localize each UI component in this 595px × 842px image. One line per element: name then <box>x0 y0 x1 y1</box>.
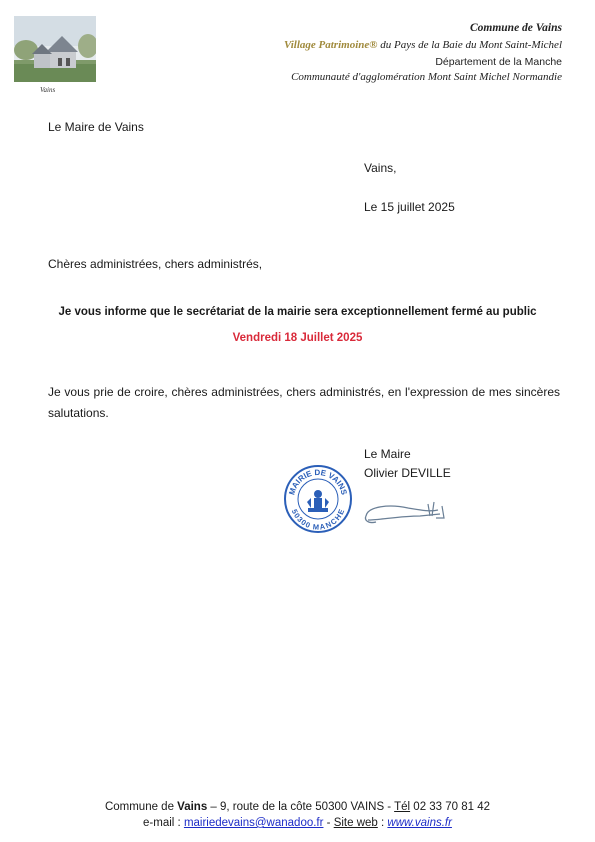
header-agglomeration: Communauté d'agglomération Mont Saint Michel Normandie <box>291 71 562 83</box>
footer-contact-line <box>0 817 595 829</box>
mairie-stamp-seal <box>283 464 353 534</box>
signatory-title: Le Maire <box>364 447 411 461</box>
closure-date: Vendredi 18 Juillet 2025 <box>232 332 363 344</box>
header-commune: Commune de Vains <box>469 22 562 34</box>
letter-place: Vains, <box>364 161 397 175</box>
logo-caption: Vains <box>40 86 56 94</box>
letter-date: Le 15 juillet 2025 <box>364 200 455 214</box>
footer-commune-name: Vains <box>177 801 208 813</box>
handwritten-signature <box>360 494 460 532</box>
signatory-name: Olivier DEVILLE <box>364 466 451 480</box>
village-patrimoine-rest: du Pays de la Baie du Mont Saint-Michel <box>377 39 562 51</box>
svg-text:MAIRIE DE VAINS: MAIRIE DE VAINS <box>287 467 349 496</box>
footer-address-line <box>0 801 595 813</box>
footer-site-label: Site web <box>333 817 378 829</box>
village-logo-image <box>14 16 96 82</box>
footer-site-colon: : <box>377 817 388 829</box>
header-village-line <box>284 39 562 51</box>
letter-salutation: Chères administrées, chers administrés, <box>48 257 263 271</box>
footer-commune-prefix: Commune de <box>104 801 178 813</box>
footer-address: – 9, route de la côte 50300 VAINS - <box>207 801 395 813</box>
closure-notice: Je vous informe que le secrétariat de la mairie sera exceptionnellement fermé au public <box>58 306 537 318</box>
footer-site-link[interactable]: www.vains.fr <box>387 817 452 829</box>
footer-tel-number: 02 33 70 81 42 <box>410 801 491 813</box>
svg-text:50300 MANCHE: 50300 MANCHE <box>289 507 347 532</box>
footer-email-link[interactable]: mairiedevains@wanadoo.fr <box>183 817 324 829</box>
footer-email-label: e-mail : <box>143 817 184 829</box>
letter-closing: Je vous prie de croire, chères administrées, chers administrés, en l'expression de mes sincères salutations. <box>48 385 560 420</box>
footer-tel-label: Tél <box>394 801 411 813</box>
letter-sender: Le Maire de Vains <box>48 120 144 134</box>
header-department: Département de la Manche <box>435 56 562 68</box>
footer-separator: - <box>323 817 334 829</box>
village-patrimoine-label: Village Patrimoine® <box>284 39 378 51</box>
